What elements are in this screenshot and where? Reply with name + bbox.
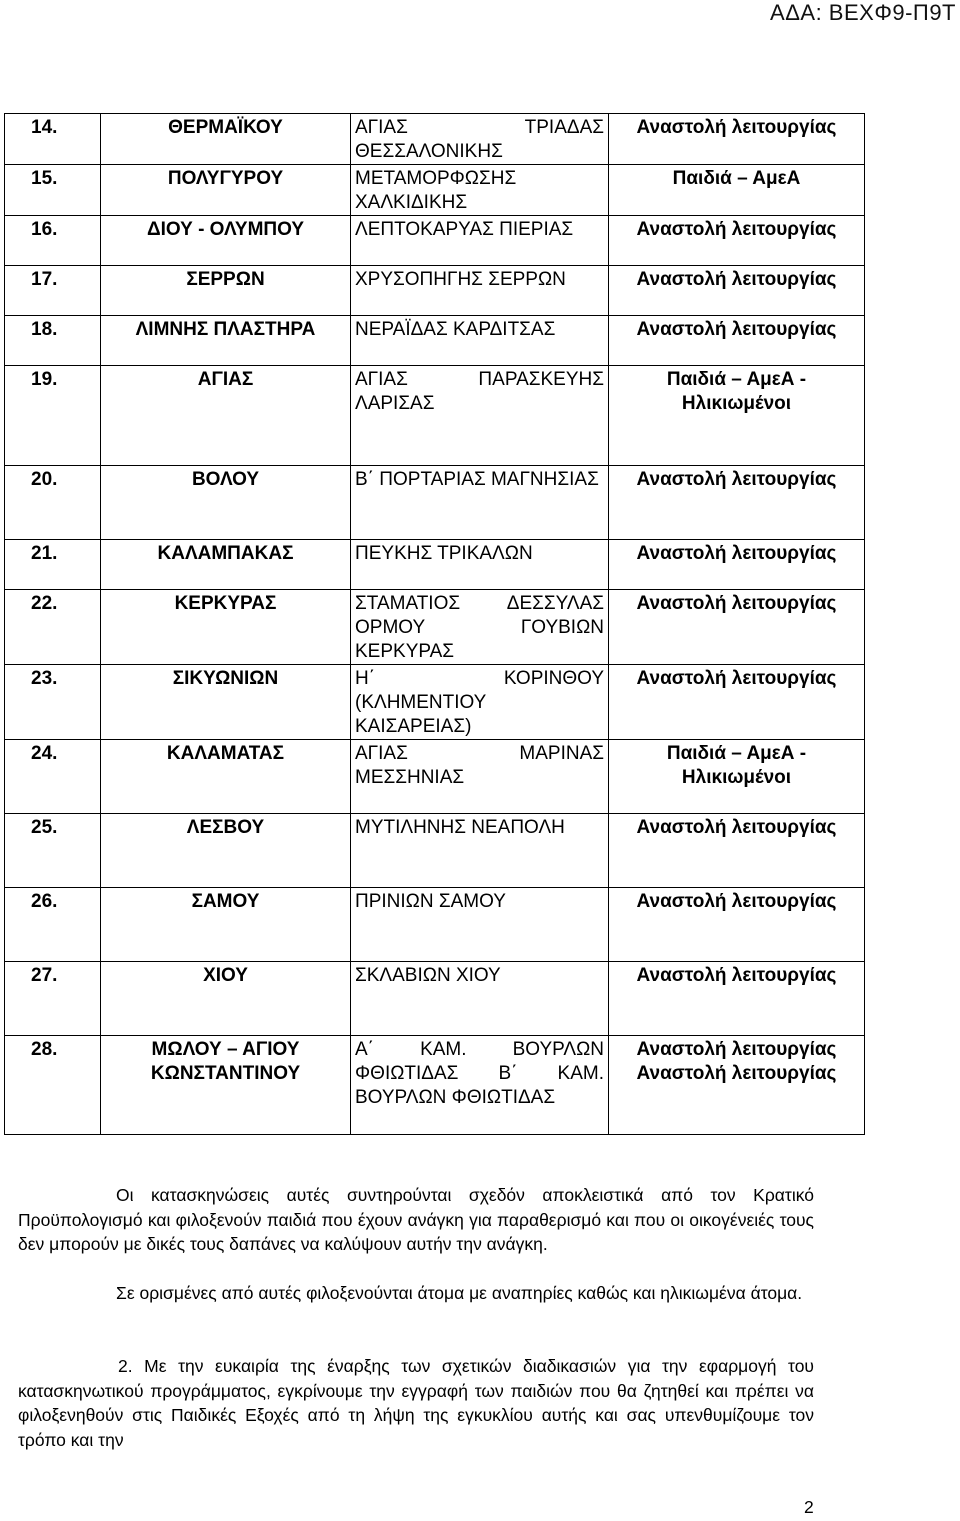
camps-table [4,113,865,1135]
camp-location: ΝΕΡΑΪΔΑΣ ΚΑΡΔΙΤΣΑΣ [351,316,609,366]
camps-table-body [5,114,865,1135]
camp-name: ΣΕΡΡΩΝ [101,266,351,316]
camp-name: ΛΕΣΒΟΥ [101,814,351,888]
status-line: Παιδιά – ΑμεΑ - [666,369,807,390]
camp-name: ΒΟΛΟΥ [101,466,351,540]
camp-location: ΠΕΥΚΗΣ ΤΡΙΚΑΛΩΝ [351,540,609,590]
camp-status [609,665,865,740]
status-line: Αναστολή λειτουργίας [636,593,837,614]
camp-location: ΠΡΙΝΙΩΝ ΣΑΜΟΥ [351,888,609,962]
camp-status [609,540,865,590]
camp-name: ΠΟΛΥΓΥΡΟΥ [101,165,351,216]
status-line: Αναστολή λειτουργίας [636,891,837,912]
row-number: 21. [5,540,101,590]
table-row [5,665,865,740]
camp-status [609,366,865,466]
camp-location: ΑΓΙΑΣ ΠΑΡΑΣΚΕΥΗΣ ΛΑΡΙΣΑΣ [351,366,609,466]
table-row [5,266,865,316]
row-number: 18. [5,316,101,366]
status-line: Αναστολή λειτουργίας [636,117,837,138]
camp-status [609,962,865,1036]
status-line: Ηλικιωμένοι [681,393,792,414]
camp-name: ΛΙΜΝΗΣ ΠΛΑΣΤΗΡΑ [101,316,351,366]
paragraph-camps-funding: Οι κατασκηνώσεις αυτές συντηρούνται σχεδόν αποκλειστικά από τον Κρατικό Προϋπολογισμό και φιλοξενούν παιδιά που έχουν ανάγκη για παραθερισμό και που οι οικογένειές τους δεν μπορούν με δικές τους δαπάνες να καλύψουν αυτήν την ανάγκη. [18,1185,814,1254]
status-line: Αναστολή λειτουργίας [636,269,837,290]
camp-name: ΘΕΡΜΑΪΚΟΥ [101,114,351,165]
status-line: Παιδιά – ΑμεΑ [672,168,801,189]
table-row [5,216,865,266]
page-number: 2 [804,1497,814,1517]
status-line: Ηλικιωμένοι [681,767,792,788]
row-number: 24. [5,740,101,814]
camp-status [609,316,865,366]
camp-location: ΧΡΥΣΟΠΗΓΗΣ ΣΕΡΡΩΝ [351,266,609,316]
row-number: 17. [5,266,101,316]
camp-name: ΜΩΛΟΥ – ΑΓΙΟΥ ΚΩΝΣΤΑΝΤΙΝΟΥ [101,1036,351,1135]
status-line: Παιδιά – ΑμεΑ - [666,743,807,764]
camp-status [609,165,865,216]
camp-name: ΣΙΚΥΩΝΙΩΝ [101,665,351,740]
status-line: Αναστολή λειτουργίας [636,543,837,564]
camp-name: ΚΑΛΑΜΠΑΚΑΣ [101,540,351,590]
camp-location: ΛΕΠΤΟΚΑΡΥΑΣ ΠΙΕΡΙΑΣ [351,216,609,266]
camp-status [609,1036,865,1135]
camp-location: ΜΕΤΑΜΟΡΦΩΣΗΣ ΧΑΛΚΙΔΙΚΗΣ [351,165,609,216]
camp-status [609,466,865,540]
row-number: 14. [5,114,101,165]
camp-location: ΣΚΛΑΒΙΩΝ ΧΙΟΥ [351,962,609,1036]
camp-location: Η΄ ΚΟΡΙΝΘΟΥ (ΚΛΗΜΕΝΤΙΟΥ ΚΑΙΣΑΡΕΙΑΣ) [351,665,609,740]
camp-name: ΣΑΜΟΥ [101,888,351,962]
status-line: Αναστολή λειτουργίας [636,219,837,240]
table-row [5,316,865,366]
status-line: Αναστολή λειτουργίας [636,1039,837,1060]
row-number: 27. [5,962,101,1036]
table-row [5,814,865,888]
status-line: Αναστολή λειτουργίας [636,1063,837,1084]
row-number: 26. [5,888,101,962]
camp-location: Α΄ ΚΑΜ. ΒΟΥΡΛΩΝ ΦΘΙΩΤΙΔΑΣ Β΄ ΚΑΜ. ΒΟΥΡΛΩΝ ΦΘΙΩΤΙΔΑΣ [351,1036,609,1135]
table-row [5,165,865,216]
camp-status [609,740,865,814]
paragraph-registration: 2. Με την ευκαιρία της έναρξης των σχετικών διαδικασιών για την εφαρμογή του κατασκηνωτικού προγράμματος, εγκρίνουμε την εγγραφή των παιδιών που θα ζητηθεί και πρέπει να φιλοξενηθούν στις Παιδικές Εξοχές από τη λήψη της εγκυκλίου αυτής και σας υπενθυμίζουμε τον τρόπο και την [18,1356,814,1450]
table-row [5,466,865,540]
camp-status [609,888,865,962]
row-number: 28. [5,1036,101,1135]
camp-name: ΚΕΡΚΥΡΑΣ [101,590,351,665]
row-number: 20. [5,466,101,540]
table-row [5,114,865,165]
row-number: 15. [5,165,101,216]
paragraph-disabilities: Σε ορισμένες από αυτές φιλοξενούνται άτομα με αναπηρίες καθώς και ηλικιωμένα άτομα. [116,1283,803,1303]
status-line: Αναστολή λειτουργίας [636,817,837,838]
table-row [5,540,865,590]
status-line: Αναστολή λειτουργίας [636,469,837,490]
camp-name: ΚΑΛΑΜΑΤΑΣ [101,740,351,814]
ada-code: ΑΔΑ: ΒΕΧΦ9-Π9Τ [770,0,956,25]
table-row [5,366,865,466]
row-number: 22. [5,590,101,665]
camp-name: ΑΓΙΑΣ [101,366,351,466]
camp-name: ΔΙΟΥ - ΟΛΥΜΠΟΥ [101,216,351,266]
status-line: Αναστολή λειτουργίας [636,965,837,986]
table-row [5,590,865,665]
row-number: 23. [5,665,101,740]
camp-location: ΣΤΑΜΑΤΙΟΣ ΔΕΣΣΥΛΑΣ ΟΡΜΟΥ ΓΟΥΒΙΩΝ ΚΕΡΚΥΡΑΣ [351,590,609,665]
camp-status [609,216,865,266]
row-number: 16. [5,216,101,266]
camp-location: ΑΓΙΑΣ ΤΡΙΑΔΑΣ ΘΕΣΣΑΛΟΝΙΚΗΣ [351,114,609,165]
camp-location: ΜΥΤΙΛΗΝΗΣ ΝΕΑΠΟΛΗ [351,814,609,888]
camp-location: ΑΓΙΑΣ ΜΑΡΙΝΑΣ ΜΕΣΣΗΝΙΑΣ [351,740,609,814]
table-row [5,1036,865,1135]
camp-name: ΧΙΟΥ [101,962,351,1036]
camp-status [609,266,865,316]
table-row [5,888,865,962]
row-number: 19. [5,366,101,466]
status-line: Αναστολή λειτουργίας [636,668,837,689]
camp-status [609,114,865,165]
camp-location: Β΄ ΠΟΡΤΑΡΙΑΣ ΜΑΓΝΗΣΙΑΣ [351,466,609,540]
table-row [5,962,865,1036]
status-line: Αναστολή λειτουργίας [636,319,837,340]
camp-status [609,590,865,665]
camp-status [609,814,865,888]
row-number: 25. [5,814,101,888]
table-row [5,740,865,814]
